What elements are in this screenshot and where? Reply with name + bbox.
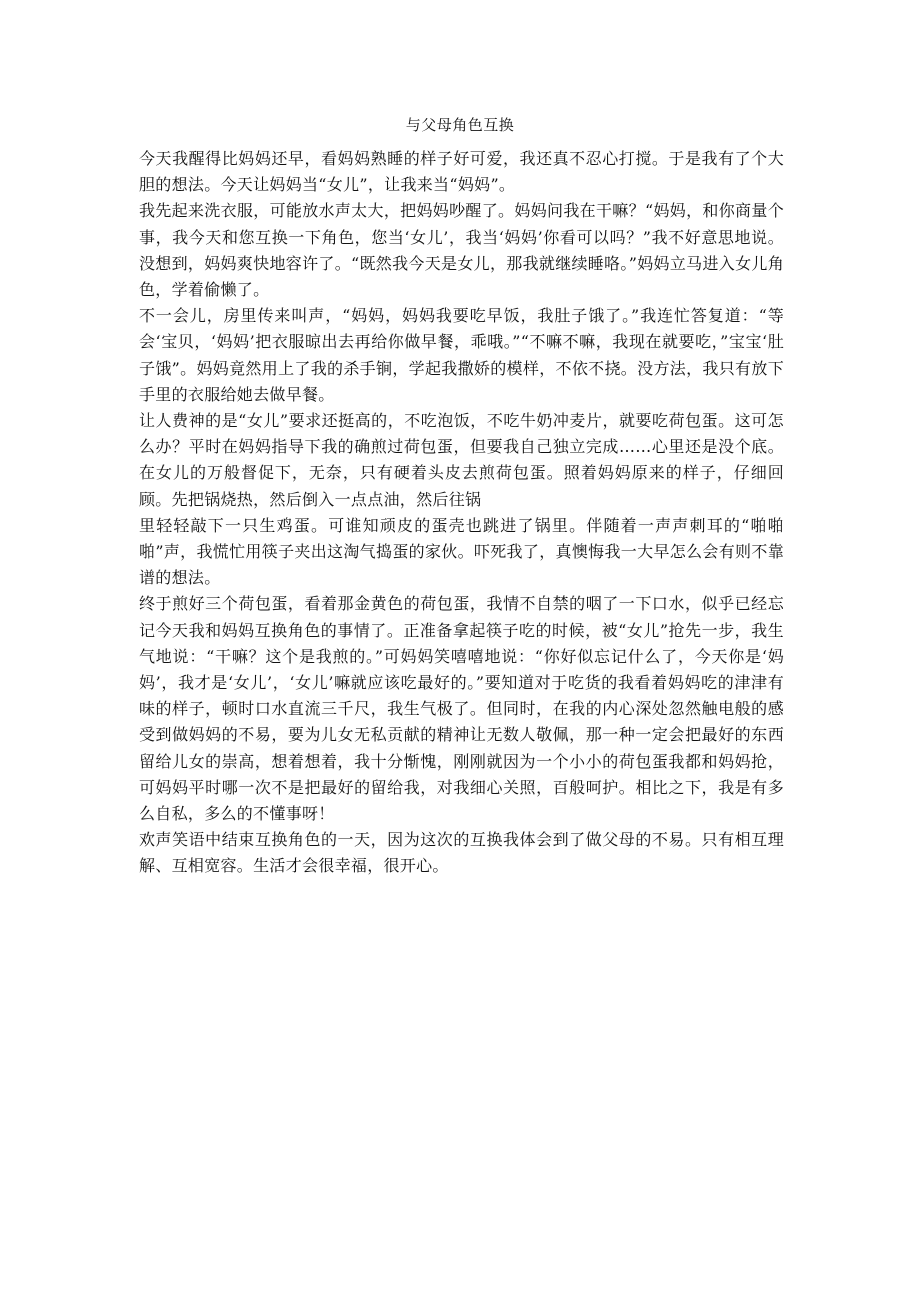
paragraph-3: 不一会儿，房里传来叫声，“妈妈，妈妈我要吃早饭，我肚子饿了。”我连忙答复道：“等会‘宝贝，‘妈妈’把衣服晾出去再给你做早餐，乖哦。”“不嘛不嘛，我现在就要吃，”宝宝‘肚子饿”。妈妈竟然用上了我的杀手锏，学起我撒娇的模样，不依不挠。没方法，我只有放下手里的衣服给她去做早餐。 xyxy=(139,306,784,404)
paragraph-1: 今天我醒得比妈妈还早，看妈妈熟睡的样子好可爱，我还真不忍心打搅。于是我有了个大胆的想法。今天让妈妈当“女儿”，让我来当“妈妈”。 xyxy=(139,149,784,195)
document-body xyxy=(139,146,784,880)
paragraph-4: 让人费神的是“女儿”要求还挺高的，不吃泡饭，不吃牛奶冲麦片，就要吃荷包蛋。这可怎么办？平时在妈妈指导下我的确煎过荷包蛋，但要我自己独立完成……心里还是没个底。在女儿的万般督促下，无奈，只有硬着头皮去煎荷包蛋。照着妈妈原来的样子，仔细回顾。先把锅烧热，然后倒入一点点油，然后往锅 xyxy=(139,411,784,509)
paragraph-2: 我先起来洗衣服，可能放水声太大，把妈妈吵醒了。妈妈问我在干嘛？“妈妈，和你商量个事，我今天和您互换一下角色，您当‘女儿’，我当‘妈妈’你看可以吗？”我不好意思地说。没想到，妈妈爽快地容许了。“既然我今天是女儿，那我就继续睡咯。”妈妈立马进入女儿角色，学着偷懒了。 xyxy=(139,201,784,300)
paragraph-7: 欢声笑语中结束互换角色的一天，因为这次的互换我体会到了做父母的不易。只有相互理解、互相宽容。生活才会很幸福，很开心。 xyxy=(139,830,784,876)
paragraph-5: 里轻轻敲下一只生鸡蛋。可谁知顽皮的蛋壳也跳进了锅里。伴随着一声声刺耳的“啪啪啪”声，我慌忙用筷子夹出这淘气捣蛋的家伙。吓死我了，真懊悔我一大早怎么会有则不靠谱的想法。 xyxy=(139,515,784,588)
paragraph-6: 终于煎好三个荷包蛋，看着那金黄色的荷包蛋，我情不自禁的咽了一下口水，似乎已经忘记今天我和妈妈互换角色的事情了。正准备拿起筷子吃的时候，被“女儿”抢先一步，我生气地说：“干嘛？这个是我煎的。”可妈妈笑嘻嘻地说：“你好似忘记什么了，今天你是‘妈妈’，我才是‘女儿’，‘女儿’嘛就应该吃最好的。”要知道对于吃货的我看着妈妈吃的津津有味的样子，顿时口水直流三千尺，我生气极了。但同时，在我的内心深处忽然触电般的感受到做妈妈的不易，要为儿女无私贡献的精神让无数人敬佩，那一种一定会把最好的东西留给儿女的崇高，想着想着，我十分惭愧，刚刚就因为一个小小的荷包蛋我都和妈妈抢，可妈妈平时哪一次不是把最好的留给我，对我细心关照，百般呵护。相比之下，我是有多么自私，多么的不懂事呀！ xyxy=(139,594,784,824)
document-title: 与父母角色互换 xyxy=(405,116,515,134)
